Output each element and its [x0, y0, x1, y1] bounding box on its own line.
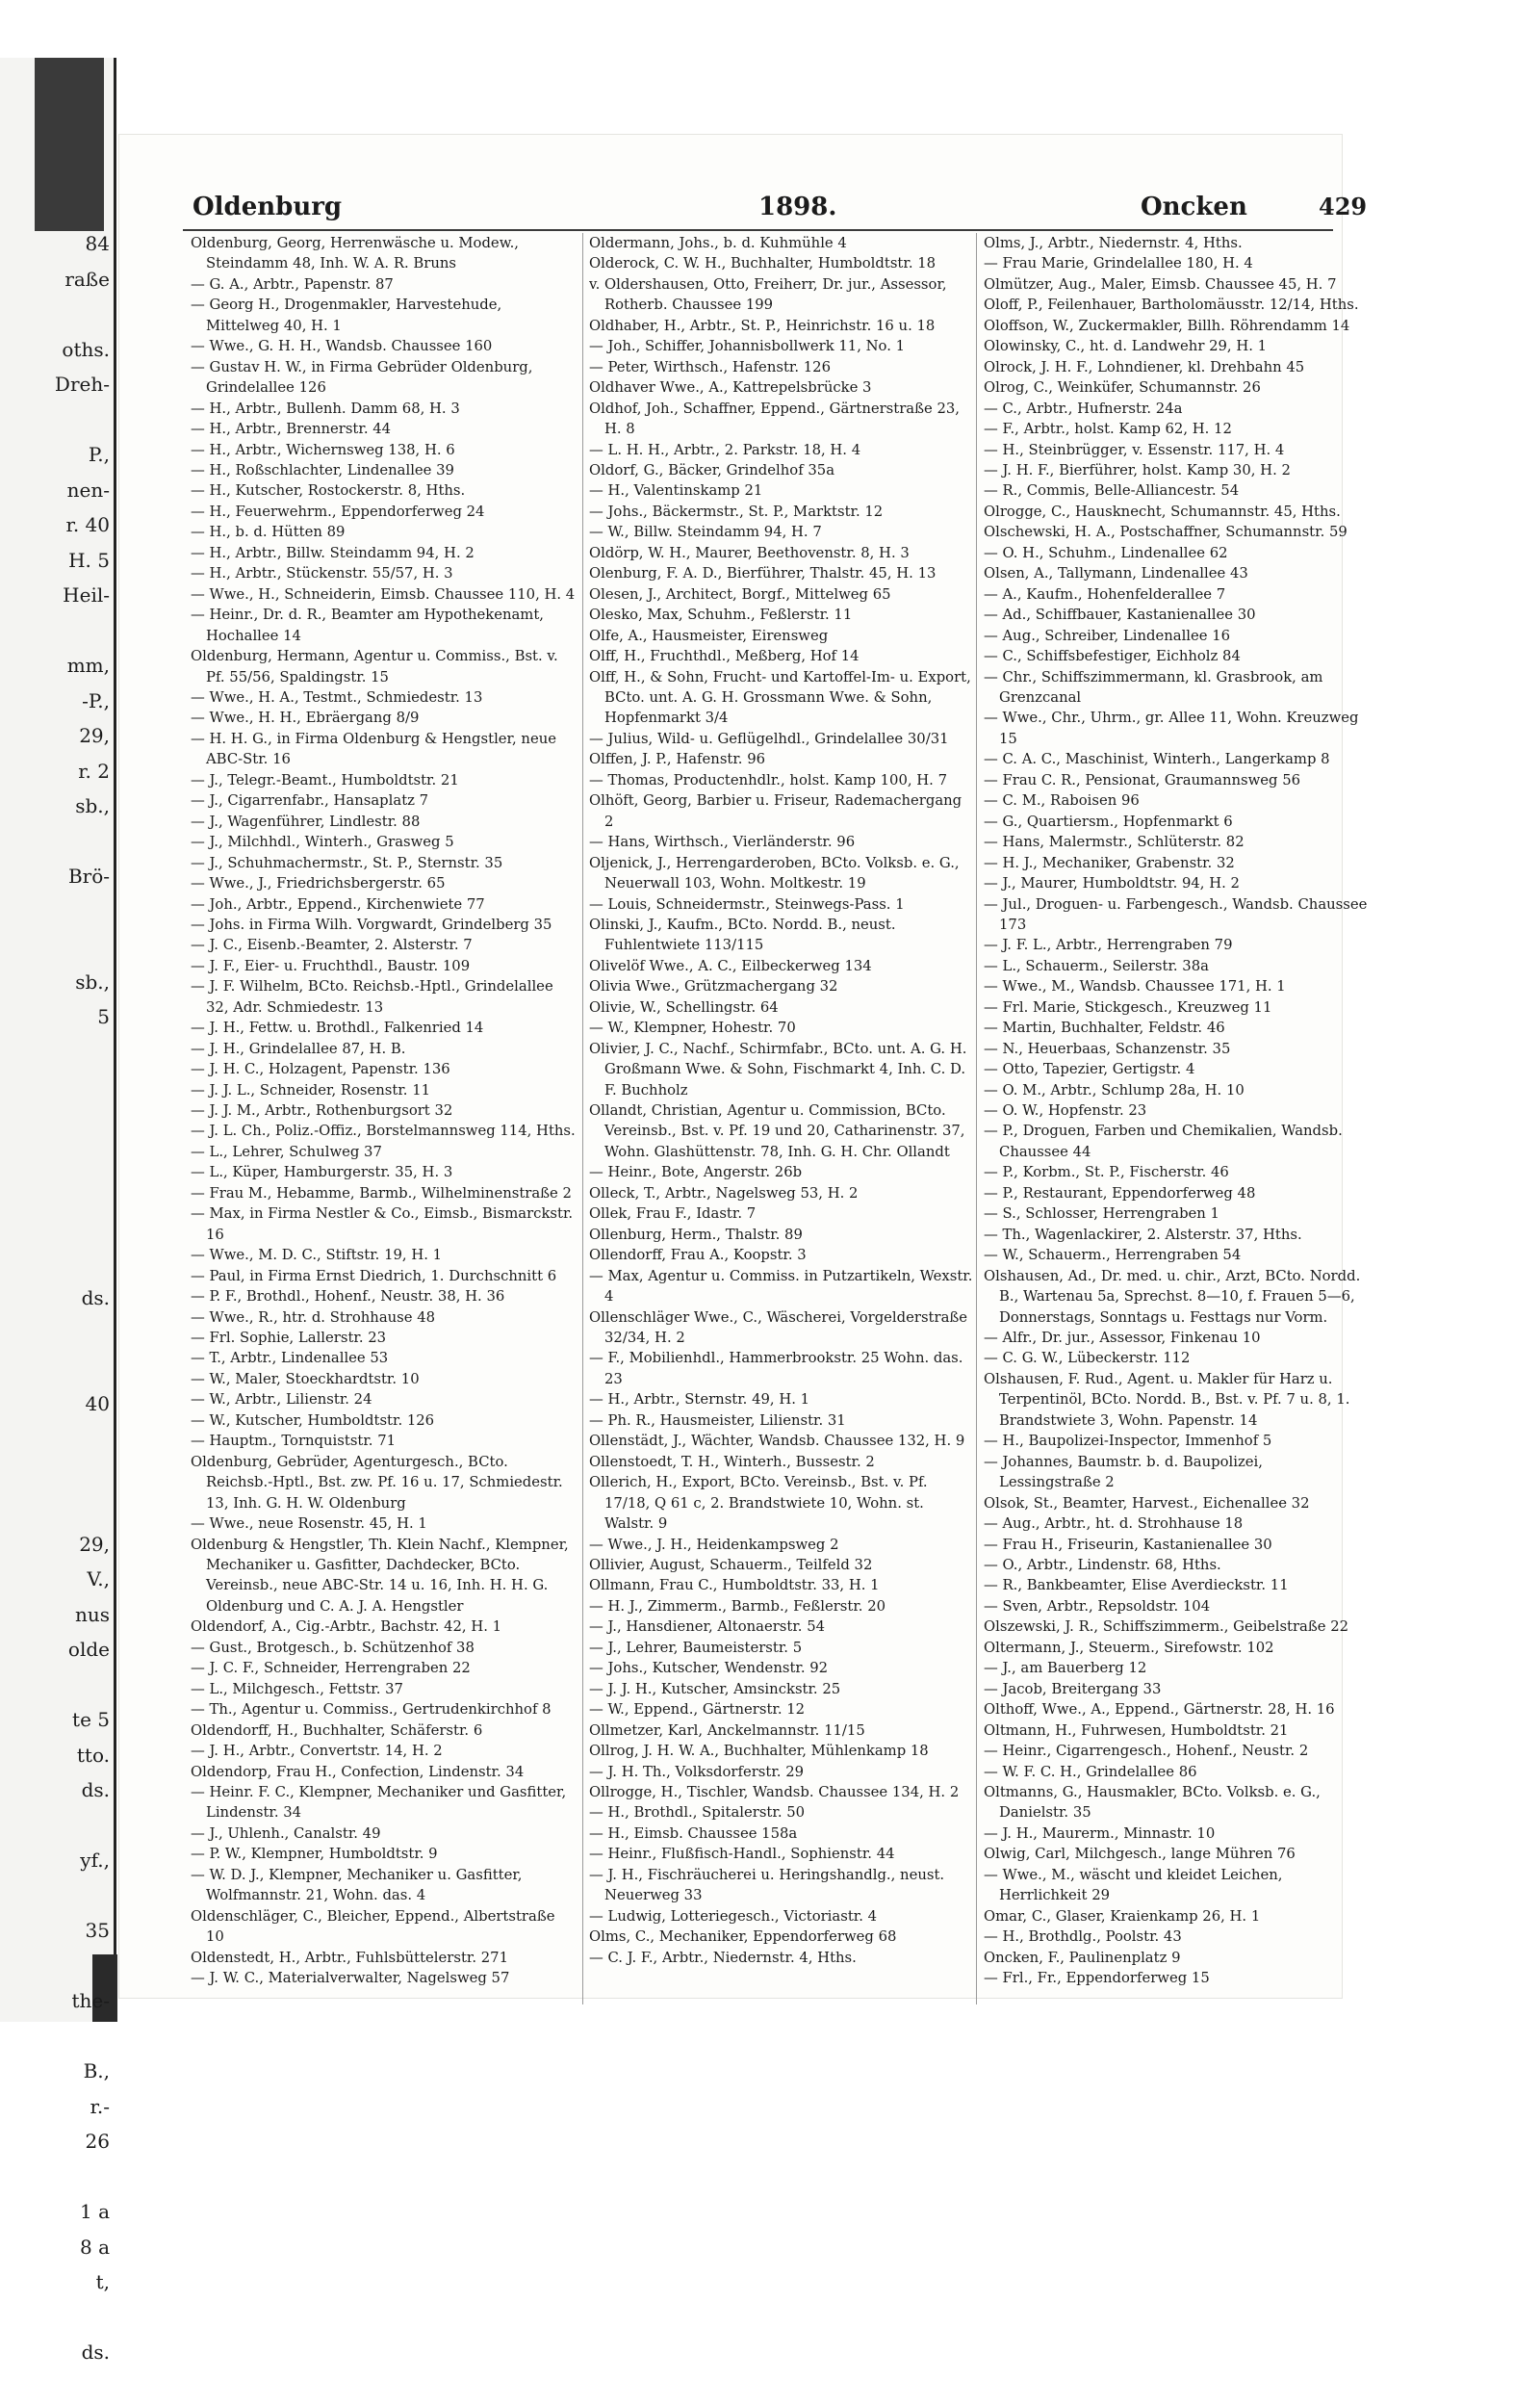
directory-entry: — Frl. Sophie, Lallerstr. 23: [191, 1328, 576, 1348]
directory-entry: — J. H., Fischräucherei u. Heringshandlg., neust. Neuerweg 33: [589, 1865, 974, 1906]
directory-entry: — P. F., Brothdl., Hohenf., Neustr. 38, H. 36: [191, 1286, 576, 1306]
directory-entry: — Wwe., M., wäscht und kleidet Leichen, Herrlichkeit 29: [984, 1865, 1369, 1906]
directory-entry: — Heinr. F. C., Klempner, Mechaniker und Gasfitter, Lindenstr. 34: [191, 1782, 576, 1823]
directory-entry: — H. J., Mechaniker, Grabenstr. 32: [984, 853, 1369, 873]
stub-fragment: t,: [0, 2264, 114, 2300]
directory-entry: Olsok, St., Beamter, Harvest., Eichenallee 32: [984, 1493, 1369, 1513]
stub-fragment: P.,: [0, 437, 114, 473]
stub-fragment: [0, 1070, 114, 1105]
stub-fragment: Dreh-: [0, 367, 114, 402]
directory-entry: — Joh., Arbtr., Eppend., Kirchenwiete 77: [191, 894, 576, 915]
directory-entry: Olenburg, F. A. D., Bierführer, Thalstr. 45, H. 13: [589, 563, 974, 583]
directory-entry: — H., Baupolizei-Inspector, Immenhof 5: [984, 1431, 1369, 1451]
directory-entry: — J., Telegr.-Beamt., Humboldtstr. 21: [191, 770, 576, 790]
directory-entry: — J. J. M., Arbtr., Rothenburgsort 32: [191, 1100, 576, 1121]
stub-fragment: ds.: [0, 1772, 114, 1808]
directory-entry: Ollmetzer, Karl, Anckelmannstr. 11/15: [589, 1720, 974, 1741]
stub-fragment: [0, 1351, 114, 1386]
directory-entry: — Max, Agentur u. Commiss. in Putzartikeln, Wexstr. 4: [589, 1266, 974, 1307]
directory-entry: Olesko, Max, Schuhm., Feßlerstr. 11: [589, 605, 974, 625]
directory-entry: — J. H. Th., Volksdorferstr. 29: [589, 1762, 974, 1782]
directory-entry: — P., Droguen, Farben und Chemikalien, Wandsb. Chaussee 44: [984, 1121, 1369, 1162]
directory-entry: — T., Arbtr., Lindenallee 53: [191, 1348, 576, 1368]
directory-entry: — J. C., Eisenb.-Beamter, 2. Alsterstr. 7: [191, 935, 576, 955]
directory-entry: — J., Schuhmachermstr., St. P., Sternstr. 35: [191, 853, 576, 873]
directory-entry: — Max, in Firma Nestler & Co., Eimsb., Bismarckstr. 16: [191, 1203, 576, 1245]
directory-entry: Oldhaver Wwe., A., Kattrepelsbrücke 3: [589, 377, 974, 398]
directory-entry: Oldorf, G., Bäcker, Grindelhof 35a: [589, 460, 974, 480]
directory-entry: Oldenschläger, C., Bleicher, Eppend., Albertstraße 10: [191, 1906, 576, 1948]
directory-entry: Olivelöf Wwe., A. C., Eilbeckerweg 134: [589, 956, 974, 976]
directory-entry: — H., Steinbrügger, v. Essenstr. 117, H. 4: [984, 440, 1369, 460]
directory-entry: Oloff, P., Feilenhauer, Bartholomäusstr. 12/14, Hths.: [984, 295, 1369, 315]
directory-entry: — Jacob, Breitergang 33: [984, 1679, 1369, 1699]
directory-entry: Oldenburg & Hengstler, Th. Klein Nachf., Klempner, Mechaniker u. Gasfitter, Dachdecker, BCto. Vereinsb., neue ABC-Str. 14 u. 16, Inh. H. H. G. Oldenburg und C. A. J. A. Hengstler: [191, 1535, 576, 1617]
stub-fragment: [0, 1035, 114, 1071]
directory-entry: — H., Eimsb. Chaussee 158a: [589, 1823, 974, 1844]
directory-entry: — C. M., Raboisen 96: [984, 790, 1369, 811]
directory-entry: Ollek, Frau F., Idastr. 7: [589, 1203, 974, 1224]
directory-entry: — W., Eppend., Gärtnerstr. 12: [589, 1699, 974, 1720]
page-number: 429: [1319, 193, 1367, 227]
directory-entry: — J. H., Grindelallee 87, H. B.: [191, 1039, 576, 1059]
directory-entry: — F., Arbtr., holst. Kamp 62, H. 12: [984, 419, 1369, 439]
directory-entry: Olrogge, C., Hausknecht, Schumannstr. 45, Hths.: [984, 502, 1369, 522]
directory-entry: — O. W., Hopfenstr. 23: [984, 1100, 1369, 1121]
directory-entry: — W., Maler, Stoeckhardtstr. 10: [191, 1369, 576, 1389]
directory-entry: — Chr., Schiffszimmermann, kl. Grasbrook, am Grenzcanal: [984, 667, 1369, 709]
directory-entry: — Th., Wagenlackirer, 2. Alsterstr. 37, Hths.: [984, 1225, 1369, 1245]
directory-entry: Oldenburg, Hermann, Agentur u. Commiss., Bst. v. Pf. 55/56, Spaldingstr. 15: [191, 646, 576, 687]
directory-entry: Ollrogge, H., Tischler, Wandsb. Chaussee 134, H. 2: [589, 1782, 974, 1802]
running-head-right: Oncken: [1141, 193, 1247, 227]
binding-shadow: [35, 58, 104, 231]
directory-entry: — Martin, Buchhalter, Feldstr. 46: [984, 1018, 1369, 1038]
directory-entry: — Ph. R., Hausmeister, Lilienstr. 31: [589, 1410, 974, 1431]
directory-entry: Oldhaber, H., Arbtr., St. P., Heinrichstr. 16 u. 18: [589, 316, 974, 336]
directory-entry: Ollmann, Frau C., Humboldtstr. 33, H. 1: [589, 1575, 974, 1595]
directory-entry: — O. M., Arbtr., Schlump 28a, H. 10: [984, 1080, 1369, 1100]
stub-fragment: [0, 297, 114, 332]
directory-entry: — W., Schauerm., Herrengraben 54: [984, 1245, 1369, 1265]
directory-entry: — C., Schiffsbefestiger, Eichholz 84: [984, 646, 1369, 666]
directory-entry: — Ludwig, Lotteriegesch., Victoriastr. 4: [589, 1906, 974, 1927]
directory-entry: — J., Maurer, Humboldtstr. 94, H. 2: [984, 873, 1369, 893]
directory-entry: Ollendorff, Frau A., Koopstr. 3: [589, 1245, 974, 1265]
directory-entry: Olffen, J. P., Hafenstr. 96: [589, 749, 974, 769]
stub-fragment: [0, 929, 114, 965]
directory-entry: Oncken, F., Paulinenplatz 9: [984, 1948, 1369, 1968]
directory-entry: — Georg H., Drogenmakler, Harvestehude, Mittelweg 40, H. 1: [191, 295, 576, 336]
directory-entry: — L., Schauerm., Seilerstr. 38a: [984, 956, 1369, 976]
directory-entry: — Hans, Malermstr., Schlüterstr. 82: [984, 832, 1369, 852]
directory-entry: Ollivier, August, Schauerm., Teilfeld 32: [589, 1555, 974, 1575]
directory-entry: — O., Arbtr., Lindenstr. 68, Hths.: [984, 1555, 1369, 1575]
directory-entry: — H., Arbtr., Stückenstr. 55/57, H. 3: [191, 563, 576, 583]
directory-entry: — Frau H., Friseurin, Kastanienallee 30: [984, 1535, 1369, 1555]
directory-entry: — J., am Bauerberg 12: [984, 1658, 1369, 1678]
directory-entry: — Otto, Tapezier, Gertigstr. 4: [984, 1059, 1369, 1079]
stub-fragment: nen-: [0, 473, 114, 508]
directory-entry: Olwig, Carl, Milchgesch., lange Mühren 76: [984, 1844, 1369, 1864]
directory-entry: — C., Arbtr., Hufnerstr. 24a: [984, 399, 1369, 419]
directory-entry: v. Oldershausen, Otto, Freiherr, Dr. jur., Assessor, Rotherb. Chaussee 199: [589, 274, 974, 316]
directory-entry: — H. J., Zimmerm., Barmb., Feßlerstr. 20: [589, 1596, 974, 1616]
directory-entry: — Hauptm., Tornquiststr. 71: [191, 1431, 576, 1451]
stub-fragment: [0, 1105, 114, 1141]
stub-fragment: [0, 2159, 114, 2195]
stub-fragment: r. 40: [0, 507, 114, 543]
directory-entry: Omar, C., Glaser, Kraienkamp 26, H. 1: [984, 1906, 1369, 1927]
directory-entry: — J., Hansdiener, Altonaerstr. 54: [589, 1616, 974, 1637]
stub-fragment: H. 5: [0, 543, 114, 579]
directory-entry: Oldermann, Johs., b. d. Kuhmühle 4: [589, 233, 974, 253]
directory-entry: — H., Brothdl., Spitalerstr. 50: [589, 1802, 974, 1823]
directory-entry: — L. H. H., Arbtr., 2. Parkstr. 18, H. 4: [589, 440, 974, 460]
directory-entry: — Johs., Kutscher, Wendenstr. 92: [589, 1658, 974, 1678]
directory-entry: Olff, H., & Sohn, Frucht- und Kartoffel-Im- u. Export, BCto. unt. A. G. H. Grossmann Wwe. & Sohn, Hopfenmarkt 3/4: [589, 667, 974, 729]
directory-entry: — Wwe., J., Friedrichsbergerstr. 65: [191, 873, 576, 893]
directory-entry: — Alfr., Dr. jur., Assessor, Finkenau 10: [984, 1328, 1369, 1348]
directory-entry: Olrock, J. H. F., Lohndiener, kl. Drehbahn 45: [984, 357, 1369, 377]
directory-entry: — Wwe., Chr., Uhrm., gr. Allee 11, Wohn. Kreuzweg 15: [984, 708, 1369, 749]
stub-fragment: [0, 1668, 114, 1703]
directory-entry: — J., Uhlenh., Canalstr. 49: [191, 1823, 576, 1844]
directory-entry: — Heinr., Bote, Angerstr. 26b: [589, 1162, 974, 1182]
directory-entry: — J. F. L., Arbtr., Herrengraben 79: [984, 935, 1369, 955]
directory-entry: Olfe, A., Hausmeister, Eirensweg: [589, 626, 974, 646]
directory-entry: Olinski, J., Kaufm., BCto. Nordd. B., neust. Fuhlentwiete 113/115: [589, 915, 974, 956]
stub-fragment: 5: [0, 999, 114, 1035]
directory-entry: — O. H., Schuhm., Lindenallee 62: [984, 543, 1369, 563]
header-rule: [183, 229, 1333, 231]
directory-entry: — W., Klempner, Hohestr. 70: [589, 1018, 974, 1038]
stub-fragment: r. 2: [0, 754, 114, 789]
stub-fragment: 8 a: [0, 2230, 114, 2265]
stub-fragment: r.-: [0, 2089, 114, 2125]
directory-entry: Olms, C., Mechaniker, Eppendorferweg 68: [589, 1927, 974, 1947]
directory-entry: — G. A., Arbtr., Papenstr. 87: [191, 274, 576, 295]
directory-entry: — H., Kutscher, Rostockerstr. 8, Hths.: [191, 480, 576, 501]
directory-entry: — Wwe., neue Rosenstr. 45, H. 1: [191, 1513, 576, 1534]
stub-fragment: [0, 613, 114, 649]
stub-fragment: sb.,: [0, 789, 114, 824]
directory-entry: — Wwe., R., htr. d. Strohhause 48: [191, 1307, 576, 1328]
directory-entry: — P., Korbm., St. P., Fischerstr. 46: [984, 1162, 1369, 1182]
directory-entry: — J. L. Ch., Poliz.-Offiz., Borstelmannsweg 114, Hths.: [191, 1121, 576, 1141]
running-head-year: 1898.: [758, 193, 836, 227]
directory-entry: Oldenburg, Georg, Herrenwäsche u. Modew., Steindamm 48, Inh. W. A. R. Bruns: [191, 233, 576, 274]
directory-entry: — W., Kutscher, Humboldtstr. 126: [191, 1410, 576, 1431]
stub-fragment: [0, 1316, 114, 1352]
directory-entry: — Johs. in Firma Wilh. Vorgwardt, Grindelberg 35: [191, 915, 576, 935]
directory-entry: — J. C. F., Schneider, Herrengraben 22: [191, 1658, 576, 1678]
directory-entry: — H., Feuerwehrm., Eppendorferweg 24: [191, 502, 576, 522]
directory-entry: Oldendorff, H., Buchhalter, Schäferstr. 6: [191, 1720, 576, 1741]
directory-entry: Olrog, C., Weinküfer, Schumannstr. 26: [984, 377, 1369, 398]
column-2: [589, 233, 974, 1995]
stub-fragment: 29,: [0, 718, 114, 754]
directory-entry: — Wwe., H., Schneiderin, Eimsb. Chaussee 110, H. 4: [191, 584, 576, 605]
stub-fragment: 1 a: [0, 2194, 114, 2230]
directory-entry: — J. H. C., Holzagent, Papenstr. 136: [191, 1059, 576, 1079]
stub-fragment: [0, 824, 114, 860]
directory-entry: Olthoff, Wwe., A., Eppend., Gärtnerstr. 28, H. 16: [984, 1699, 1369, 1720]
directory-entry: Oltmanns, G., Hausmakler, BCto. Volksb. e. G., Danielstr. 35: [984, 1782, 1369, 1823]
directory-entry: Oldendorp, Frau H., Confection, Lindenstr. 34: [191, 1762, 576, 1782]
directory-entry: Oljenick, J., Herrengarderoben, BCto. Volksb. e. G., Neuerwall 103, Wohn. Moltkestr. 19: [589, 853, 974, 894]
directory-entry: — H., Roßschlachter, Lindenallee 39: [191, 460, 576, 480]
directory-entry: — Wwe., H. H., Ebräergang 8/9: [191, 708, 576, 728]
directory-entry: Olszewski, J. R., Schiffszimmerm., Geibelstraße 22: [984, 1616, 1369, 1637]
directory-entry: Olshausen, F. Rud., Agent. u. Makler für Harz u. Terpentinöl, BCto. Nordd. B., Bst. v. Pf. 7 u. 8, 1. Brandstwiete 3, Wohn. Papenstr. 14: [984, 1369, 1369, 1431]
directory-entry: — Heinr., Flußfisch-Handl., Sophienstr. 44: [589, 1844, 974, 1864]
directory-entry: — J. H., Fettw. u. Brothdl., Falkenried 14: [191, 1018, 576, 1038]
stub-fragment: 26: [0, 2124, 114, 2159]
directory-entry: Olschewski, H. A., Postschaffner, Schumannstr. 59: [984, 522, 1369, 542]
column-divider: [976, 233, 977, 2004]
directory-entry: — Hans, Wirthsch., Vierländerstr. 96: [589, 832, 974, 852]
directory-entry: Olivia Wwe., Grützmachergang 32: [589, 976, 974, 996]
directory-entry: Olesen, J., Architect, Borgf., Mittelweg 65: [589, 584, 974, 605]
directory-entry: — L., Milchgesch., Fettstr. 37: [191, 1679, 576, 1699]
directory-entry: — Paul, in Firma Ernst Diedrich, 1. Durchschnitt 6: [191, 1266, 576, 1286]
column-1: [191, 233, 576, 1995]
stub-fragment: [0, 1878, 114, 1914]
stub-fragment: 35: [0, 1913, 114, 1949]
directory-entry: — J., Wagenführer, Lindlestr. 88: [191, 812, 576, 832]
stub-fragment: olde: [0, 1632, 114, 1668]
directory-entry: — Aug., Arbtr., ht. d. Strohhause 18: [984, 1513, 1369, 1534]
previous-page-stub: [0, 226, 114, 2405]
directory-entry: — P., Restaurant, Eppendorferweg 48: [984, 1183, 1369, 1203]
directory-entry: Oldenburg, Gebrüder, Agenturgesch., BCto. Reichsb.-Hptl., Bst. zw. Pf. 16 u. 17, Schmiedestr. 13, Inh. G. H. W. Oldenburg: [191, 1452, 576, 1513]
stub-fragment: Heil-: [0, 578, 114, 613]
directory-entry: Oltmann, H., Fuhrwesen, Humboldtstr. 21: [984, 1720, 1369, 1741]
directory-entry: Olowinsky, C., ht. d. Landwehr 29, H. 1: [984, 336, 1369, 356]
directory-entry: — L., Lehrer, Schulweg 37: [191, 1142, 576, 1162]
directory-entry: — Heinr., Dr. d. R., Beamter am Hypothekenamt, Hochallee 14: [191, 605, 576, 646]
directory-entry: Olshausen, Ad., Dr. med. u. chir., Arzt, BCto. Nordd. B., Wartenau 5a, Sprechst. 8—10, f. Frauen 5—6, Donnerstags, Sonntags u. Festtags nur Vorm.: [984, 1266, 1369, 1328]
stub-fragment: 40: [0, 1386, 114, 1422]
directory-entry: — Frl., Fr., Eppendorferweg 15: [984, 1968, 1369, 1988]
directory-entry: — H., Brothdlg., Poolstr. 43: [984, 1927, 1369, 1947]
directory-entry: — J. J. H., Kutscher, Amsinckstr. 25: [589, 1679, 974, 1699]
directory-entry: — Wwe., J. H., Heidenkampsweg 2: [589, 1535, 974, 1555]
stub-fragment: [0, 1210, 114, 1246]
stub-fragment: [0, 402, 114, 438]
stub-fragment: yf.,: [0, 1843, 114, 1878]
directory-entry: Ollenstoedt, T. H., Winterh., Bussestr. 2: [589, 1452, 974, 1472]
directory-entry: — H. H. G., in Firma Oldenburg & Hengstler, neue ABC-Str. 16: [191, 729, 576, 770]
directory-entry: — Frau Marie, Grindelallee 180, H. 4: [984, 253, 1369, 273]
directory-entry: Ollerich, H., Export, BCto. Vereinsb., Bst. v. Pf. 17/18, Q 61 c, 2. Brandstwiete 10, Wohn. st. Walstr. 9: [589, 1472, 974, 1534]
directory-entry: — Jul., Droguen- u. Farbengesch., Wandsb. Chaussee 173: [984, 894, 1369, 936]
directory-entry: — Peter, Wirthsch., Hafenstr. 126: [589, 357, 974, 377]
directory-entry: — W., Billw. Steindamm 94, H. 7: [589, 522, 974, 542]
directory-entry: — H., Arbtr., Brennerstr. 44: [191, 419, 576, 439]
directory-entry: Ollandt, Christian, Agentur u. Commission, BCto. Vereinsb., Bst. v. Pf. 19 und 20, Catharinenstr. 37, Wohn. Glashüttenstr. 78, Inh. G. H. Chr. Ollandt: [589, 1100, 974, 1162]
column-divider: [582, 233, 583, 2004]
stub-fragment: [0, 1140, 114, 1176]
directory-entry: — W. F. C. H., Grindelallee 86: [984, 1762, 1369, 1782]
stub-fragment: nus: [0, 1597, 114, 1633]
directory-entry: Olderock, C. W. H., Buchhalter, Humboldtstr. 18: [589, 253, 974, 273]
directory-entry: — Thomas, Productenhdlr., holst. Kamp 100, H. 7: [589, 770, 974, 790]
directory-entry: Oltermann, J., Steuerm., Sirefowstr. 102: [984, 1638, 1369, 1658]
directory-entry: — Frl. Marie, Stickgesch., Kreuzweg 11: [984, 997, 1369, 1018]
stub-fragment: te 5: [0, 1702, 114, 1738]
directory-entry: Ollenburg, Herm., Thalstr. 89: [589, 1225, 974, 1245]
directory-entry: — Sven, Arbtr., Repsoldstr. 104: [984, 1596, 1369, 1616]
stub-fragment: [0, 1949, 114, 1984]
directory-entry: — Gust., Brotgesch., b. Schützenhof 38: [191, 1638, 576, 1658]
directory-entry: — H., Arbtr., Bullenh. Damm 68, H. 3: [191, 399, 576, 419]
directory-entry: — N., Heuerbaas, Schanzenstr. 35: [984, 1039, 1369, 1059]
directory-entry: — H., b. d. Hütten 89: [191, 522, 576, 542]
directory-entry: — Aug., Schreiber, Lindenallee 16: [984, 626, 1369, 646]
directory-entry: — J. W. C., Materialverwalter, Nagelsweg 57: [191, 1968, 576, 1988]
stub-fragment: sb.,: [0, 965, 114, 1000]
directory-entry: — H., Arbtr., Sternstr. 49, H. 1: [589, 1389, 974, 1409]
stub-fragment: oths.: [0, 332, 114, 368]
stub-fragment: [0, 1421, 114, 1457]
stub-fragment: the-: [0, 1983, 114, 2019]
directory-entry: Olhöft, Georg, Barbier u. Friseur, Rademachergang 2: [589, 790, 974, 832]
directory-entry: — S., Schlosser, Herrengraben 1: [984, 1203, 1369, 1224]
directory-entry: Olleck, T., Arbtr., Nagelsweg 53, H. 2: [589, 1183, 974, 1203]
directory-entry: — J. F., Eier- u. Fruchthdl., Baustr. 109: [191, 956, 576, 976]
stub-fragment: [0, 2370, 114, 2405]
directory-entry: — R., Commis, Belle-Alliancestr. 54: [984, 480, 1369, 501]
directory-entry: Oldörp, W. H., Maurer, Beethovenstr. 8, H. 3: [589, 543, 974, 563]
directory-entry: — Julius, Wild- u. Geflügelhdl., Grindelallee 30/31: [589, 729, 974, 749]
directory-entry: Olsen, A., Tallymann, Lindenallee 43: [984, 563, 1369, 583]
stub-fragment: tto.: [0, 1738, 114, 1773]
stub-fragment: Brö-: [0, 859, 114, 894]
directory-entry: Olivie, W., Schellingstr. 64: [589, 997, 974, 1018]
directory-entry: — J., Lehrer, Baumeisterstr. 5: [589, 1638, 974, 1658]
directory-entry: Ollenschläger Wwe., C., Wäscherei, Vorgelderstraße 32/34, H. 2: [589, 1307, 974, 1349]
directory-entry: — Th., Agentur u. Commiss., Gertrudenkirchhof 8: [191, 1699, 576, 1720]
directory-entry: — H., Arbtr., Wichernsweg 138, H. 6: [191, 440, 576, 460]
directory-entry: — Johannes, Baumstr. b. d. Baupolizei, Lessingstraße 2: [984, 1452, 1369, 1493]
directory-entry: — R., Bankbeamter, Elise Averdieckstr. 11: [984, 1575, 1369, 1595]
directory-entry: — G., Quartiersm., Hopfenmarkt 6: [984, 812, 1369, 832]
directory-entry: Oloffson, W., Zuckermakler, Billh. Röhrendamm 14: [984, 316, 1369, 336]
stub-fragment: 84: [0, 226, 114, 262]
stub-fragment: -P.,: [0, 684, 114, 719]
directory-entry: Oldhof, Joh., Schaffner, Eppend., Gärtnerstraße 23, H. 8: [589, 399, 974, 440]
directory-entry: Ollenstädt, J., Wächter, Wandsb. Chaussee 132, H. 9: [589, 1431, 974, 1451]
directory-entry: — C. G. W., Lübeckerstr. 112: [984, 1348, 1369, 1368]
stub-fragment: raße: [0, 262, 114, 297]
directory-entry: — Gustav H. W., in Firma Gebrüder Oldenburg, Grindelallee 126: [191, 357, 576, 399]
stub-fragment: [0, 1491, 114, 1527]
directory-entry: Ollrog, J. H. W. A., Buchhalter, Mühlenkamp 18: [589, 1741, 974, 1761]
directory-entry: — Johs., Bäckermstr., St. P., Marktstr. 12: [589, 502, 974, 522]
directory-entry: — A., Kaufm., Hohenfelderallee 7: [984, 584, 1369, 605]
directory-entry: — Louis, Schneidermstr., Steinwegs-Pass. 1: [589, 894, 974, 915]
stub-fragment: 29,: [0, 1527, 114, 1563]
directory-entry: — W., Arbtr., Lilienstr. 24: [191, 1389, 576, 1409]
stub-fragment: [0, 2019, 114, 2055]
directory-entry: — Ad., Schiffbauer, Kastanienallee 30: [984, 605, 1369, 625]
directory-entry: Olms, J., Arbtr., Niedernstr. 4, Hths.: [984, 233, 1369, 253]
directory-entry: — J., Cigarrenfabr., Hansaplatz 7: [191, 790, 576, 811]
directory-entry: — L., Küper, Hamburgerstr. 35, H. 3: [191, 1162, 576, 1182]
directory-entry: — F., Mobilienhdl., Hammerbrookstr. 25 Wohn. das. 23: [589, 1348, 974, 1389]
stub-fragment: [0, 2300, 114, 2336]
directory-entry: — Wwe., M., Wandsb. Chaussee 171, H. 1: [984, 976, 1369, 996]
directory-entry: — J. F. Wilhelm, BCto. Reichsb.-Hptl., Grindelallee 32, Adr. Schmiedestr. 13: [191, 976, 576, 1018]
directory-entry: Oldendorf, A., Cig.-Arbtr., Bachstr. 42, H. 1: [191, 1616, 576, 1637]
directory-entry: Oldenstedt, H., Arbtr., Fuhlsbüttelerstr. 271: [191, 1948, 576, 1968]
directory-entry: — J. H., Maurerm., Minnastr. 10: [984, 1823, 1369, 1844]
stub-fragment: ds.: [0, 2335, 114, 2370]
directory-entry: — J. J. L., Schneider, Rosenstr. 11: [191, 1080, 576, 1100]
stub-fragment: B.,: [0, 2054, 114, 2089]
directory-entry: — P. W., Klempner, Humboldtstr. 9: [191, 1844, 576, 1864]
directory-entry: — Frau C. R., Pensionat, Graumannsweg 56: [984, 770, 1369, 790]
running-head-left: Oldenburg: [192, 193, 342, 227]
directory-entry: — C. J. F., Arbtr., Niedernstr. 4, Hths.: [589, 1948, 974, 1968]
stub-fragment: ds.: [0, 1280, 114, 1316]
directory-entry: — J., Milchhdl., Winterh., Grasweg 5: [191, 832, 576, 852]
stub-fragment: [0, 1457, 114, 1492]
directory-entry: — J. H., Arbtr., Convertstr. 14, H. 2: [191, 1741, 576, 1761]
directory-entry: — Wwe., M. D. C., Stiftstr. 19, H. 1: [191, 1245, 576, 1265]
stub-fragment: V.,: [0, 1562, 114, 1597]
directory-entry: — Frau M., Hebamme, Barmb., Wilhelminenstraße 2: [191, 1183, 576, 1203]
stub-fragment: [0, 1176, 114, 1211]
directory-entry: Olivier, J. C., Nachf., Schirmfabr., BCto. unt. A. G. H. Großmann Wwe. & Sohn, Fischmarkt 4, Inh. C. D. F. Buchholz: [589, 1039, 974, 1100]
directory-entry: — W. D. J., Klempner, Mechaniker u. Gasfitter, Wolfmannstr. 21, Wohn. das. 4: [191, 1865, 576, 1906]
stub-fragment: mm,: [0, 648, 114, 684]
stub-fragment: [0, 1246, 114, 1281]
directory-entry: — H., Arbtr., Billw. Steindamm 94, H. 2: [191, 543, 576, 563]
directory-entry: Olmützer, Aug., Maler, Eimsb. Chaussee 45, H. 7: [984, 274, 1369, 295]
directory-entry: — H., Valentinskamp 21: [589, 480, 974, 501]
directory-entry: Olff, H., Fruchthdl., Meßberg, Hof 14: [589, 646, 974, 666]
directory-entry: — Joh., Schiffer, Johannisbollwerk 11, No. 1: [589, 336, 974, 356]
directory-entry: — Heinr., Cigarrengesch., Hohenf., Neustr. 2: [984, 1741, 1369, 1761]
directory-entry: — J. H. F., Bierführer, holst. Kamp 30, H. 2: [984, 460, 1369, 480]
stub-fragment: [0, 894, 114, 930]
directory-entry: — Wwe., H. A., Testmt., Schmiedestr. 13: [191, 687, 576, 708]
column-3: [984, 233, 1369, 1995]
stub-fragment: [0, 1808, 114, 1844]
directory-entry: — Wwe., G. H. H., Wandsb. Chaussee 160: [191, 336, 576, 356]
directory-entry: — C. A. C., Maschinist, Winterh., Langerkamp 8: [984, 749, 1369, 769]
